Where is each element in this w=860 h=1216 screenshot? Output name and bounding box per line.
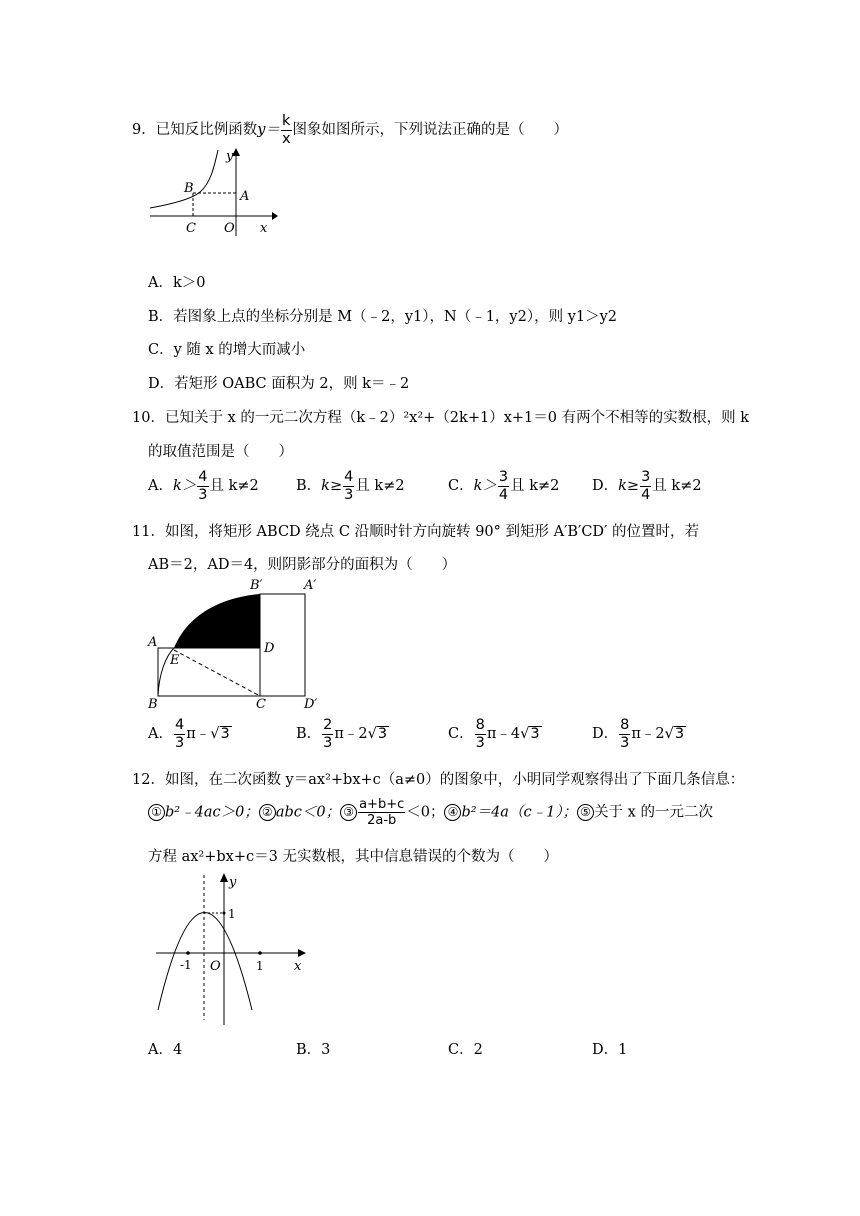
q12-circle-3: ③ <box>340 804 357 821</box>
q10-option-c-pre: k＞ <box>473 478 497 494</box>
q10-option-a-post: 且 k≠2 <box>209 478 259 494</box>
q12-info-3-frac <box>358 798 405 827</box>
q11-option-b[interactable]: B． $\frac{2}{3}$ π﹣2√3 <box>296 717 388 751</box>
q12-circle-4: ④ <box>444 804 461 821</box>
q9-y-eq: y＝ <box>257 122 280 138</box>
q12-info-2: abc＜0； <box>275 804 341 821</box>
q12-info-3-den: 2a-b <box>367 813 397 828</box>
q9-option-a-text: k＞0 <box>172 275 206 291</box>
q9-label-B: B <box>184 181 194 196</box>
q9-option-d-text: 若矩形 OABC 面积为 2，则 k＝﹣2 <box>174 376 410 392</box>
q9-option-d-label: D． <box>148 376 175 392</box>
q11-option-c-den: 3 <box>475 734 485 751</box>
q12-label-neg1: -1 <box>180 958 192 972</box>
q11-option-c-rad: 3 <box>530 726 540 742</box>
q12-label-one-y: 1 <box>228 907 236 921</box>
q12-info-1: b²﹣4ac＞0； <box>165 804 259 821</box>
q11-option-b-rad: 3 <box>377 726 388 742</box>
q9-label-O: O <box>224 221 235 236</box>
q9-option-d[interactable] <box>148 372 409 393</box>
q10-option-c-den: 4 <box>498 486 509 503</box>
q9-figure <box>148 148 278 238</box>
q11-option-c[interactable]: C． $\frac{8}{3}$ π﹣4√3 <box>448 717 540 751</box>
q11-option-b-label: B． <box>296 726 322 742</box>
q10-stem-line2 <box>148 440 293 461</box>
q12-circle-2: ② <box>259 804 276 821</box>
q10-option-b-label: B． <box>296 478 322 494</box>
q10-option-d-label: D． <box>592 478 619 494</box>
q10-number: 10． <box>132 410 165 426</box>
q12-info-5: 关于 x 的一元二次 <box>594 804 713 821</box>
q12-option-d-label: D． <box>592 1042 619 1058</box>
q11-number: 11． <box>132 524 165 540</box>
q10-option-b-num: 4 <box>344 469 354 485</box>
q11-line1: 如图，将矩形 ABCD 绕点 C 沿顺时针方向旋转 90° 到矩形 A′B′CD′ 的位置时，若 <box>164 524 699 540</box>
q11-label-D-prime: D′ <box>304 697 318 708</box>
q11-option-d-coef: 2 <box>655 726 665 742</box>
q12-option-a-text: 4 <box>172 1042 183 1058</box>
q9-label-C: C <box>186 221 196 236</box>
q11-stem-line2 <box>148 553 456 574</box>
q9-option-a-label: A． <box>148 275 173 291</box>
q12-option-d-text: 1 <box>618 1042 628 1058</box>
q10-option-d-pre: k≥ <box>618 478 640 494</box>
q9-option-b-text: 若图象上点的坐标分别是 M（﹣2，y1），N（﹣1，y2），则 y1＞y2 <box>173 309 618 325</box>
q9-frac-num: k <box>282 113 291 129</box>
q11-label-C: C <box>256 697 266 708</box>
q11-option-b-den: 3 <box>323 734 333 751</box>
q11-option-b-num: 2 <box>323 717 333 733</box>
q10-option-d-post: 且 k≠2 <box>652 478 702 494</box>
q11-option-d-num: 8 <box>620 717 630 733</box>
q11-label-B: B <box>148 697 158 708</box>
q9-label-y: y <box>226 149 234 164</box>
q11-option-a-num: 4 <box>174 717 185 733</box>
q11-option-b-frac <box>322 718 333 750</box>
q9-option-c-text: y 随 x 的增大而减小 <box>173 342 306 358</box>
q11-option-a-frac <box>174 718 185 750</box>
q9-stem-a: 已知反比例函数 <box>155 122 258 138</box>
q9-label-x: x <box>260 221 268 236</box>
q11-option-a-label: A． <box>148 726 173 742</box>
q10-option-d-frac <box>640 470 651 502</box>
q9-option-a[interactable] <box>148 271 206 292</box>
q12-circle-5: ⑤ <box>577 804 594 821</box>
q12-figure <box>154 870 314 1030</box>
q12-info-4: b²＝4a（c﹣1）； <box>461 804 578 821</box>
q12-label-O: O <box>210 959 221 974</box>
q12-stem-line2 <box>148 798 713 827</box>
q12-stem-line1 <box>132 768 744 789</box>
q9-option-b[interactable] <box>148 305 617 326</box>
q11-option-c-mid: π﹣ <box>486 726 511 742</box>
q12-info-3-post: ＜0； <box>406 804 445 821</box>
q12-stem-line3 <box>148 845 558 866</box>
q12-option-b[interactable] <box>296 1038 330 1059</box>
q9-stem <box>132 114 568 146</box>
q10-option-a-pre: k＞ <box>172 478 197 494</box>
q11-option-b-coef: 2 <box>358 726 368 742</box>
q9-stem-b: 图象如图所示，下列说法正确的是（ ） <box>292 122 569 138</box>
q10-option-a-label: A． <box>148 478 173 494</box>
q11-option-b-mid: π﹣ <box>334 726 359 742</box>
q12-label-y: y <box>229 875 237 890</box>
q9-option-c[interactable] <box>148 338 305 359</box>
q11-line2: AB＝2，AD＝4，则阴影部分的面积为（ ） <box>148 557 457 573</box>
q10-option-c-num: 3 <box>498 469 509 485</box>
q12-line1: 如图，在二次函数 y＝ax²+bx+c（a≠0）的图象中，小明同学观察得出了下面几条信息： <box>164 772 745 788</box>
q10-option-d-num: 3 <box>641 469 651 485</box>
q11-option-a[interactable]: A． $\frac{4}{3}$ π﹣√3 <box>148 717 230 751</box>
q11-option-d-den: 3 <box>620 734 630 751</box>
q10-line2: 的取值范围是（ ） <box>148 444 293 460</box>
q11-label-B-prime: B′ <box>250 578 263 593</box>
q12-option-c-label: C． <box>448 1042 474 1058</box>
q12-option-c-text: 2 <box>473 1042 483 1058</box>
q9-fraction <box>281 114 292 146</box>
q12-option-d[interactable] <box>592 1038 627 1059</box>
q10-option-a-num: 4 <box>198 469 208 485</box>
q11-option-c-coef: 4 <box>510 726 521 742</box>
q10-option-a[interactable] <box>148 470 259 502</box>
q12-info-3-num: a+b+c <box>359 797 405 812</box>
q12-number: 12． <box>132 772 165 788</box>
q12-option-a-label: A． <box>148 1042 173 1058</box>
q11-option-d-rad: 3 <box>674 726 685 742</box>
q10-option-b-den: 3 <box>344 486 354 503</box>
q9-label-A: A <box>240 189 250 204</box>
q12-label-one-x: 1 <box>256 959 264 973</box>
q11-option-d-frac <box>619 718 630 750</box>
q12-circle-1: ① <box>148 804 165 821</box>
q12-line3: 方程 ax²+bx+c＝3 无实数根，其中信息错误的个数为（ ） <box>148 849 558 865</box>
q11-label-A: A <box>148 635 158 650</box>
q11-option-a-mid: π﹣ <box>186 726 211 742</box>
q11-option-d-mid: π﹣ <box>631 726 656 742</box>
q10-option-a-frac <box>197 470 208 502</box>
q11-figure <box>146 578 326 708</box>
q11-option-d[interactable]: D． $\frac{8}{3}$ π﹣2√3 <box>592 717 685 751</box>
q9-number: 9． <box>132 122 156 138</box>
q10-option-d[interactable] <box>592 470 702 502</box>
q11-option-c-label: C． <box>448 726 474 742</box>
q12-option-b-label: B． <box>296 1042 322 1058</box>
q11-stem-line1 <box>132 520 699 541</box>
q10-option-d-den: 4 <box>641 486 651 503</box>
q11-option-c-num: 8 <box>475 717 485 733</box>
q12-option-a[interactable] <box>148 1038 182 1059</box>
q11-option-c-frac <box>475 718 486 750</box>
q10-line1: 已知关于 x 的一元二次方程（k﹣2）²x²+（2k+1）x+1＝0 有两个不相等的实数根，则 k <box>164 410 749 426</box>
q11-option-a-rad: 3 <box>220 726 230 742</box>
q12-option-c[interactable] <box>448 1038 483 1059</box>
q10-option-b-frac <box>343 470 354 502</box>
q10-option-c[interactable] <box>448 470 559 502</box>
q11-option-a-den: 3 <box>174 734 185 751</box>
q10-option-b-post: 且 k≠2 <box>355 478 405 494</box>
q10-option-c-post: 且 k≠2 <box>510 478 560 494</box>
q11-label-A-prime: A′ <box>304 578 317 593</box>
q11-option-d-label: D． <box>592 726 619 742</box>
q9-option-b-label: B． <box>148 309 174 325</box>
q10-option-b[interactable] <box>296 470 405 502</box>
q9-option-c-label: C． <box>148 342 174 358</box>
q11-label-E: E <box>170 653 180 668</box>
q10-option-c-frac <box>498 470 509 502</box>
q10-option-b-pre: k≥ <box>321 478 343 494</box>
q9-frac-den: x <box>281 130 291 147</box>
q10-option-c-label: C． <box>448 478 474 494</box>
q10-option-a-den: 3 <box>198 486 208 503</box>
q10-stem-line1 <box>132 406 749 427</box>
q11-label-D: D <box>264 641 275 656</box>
q12-label-x: x <box>294 959 302 974</box>
q12-option-b-text: 3 <box>321 1042 331 1058</box>
